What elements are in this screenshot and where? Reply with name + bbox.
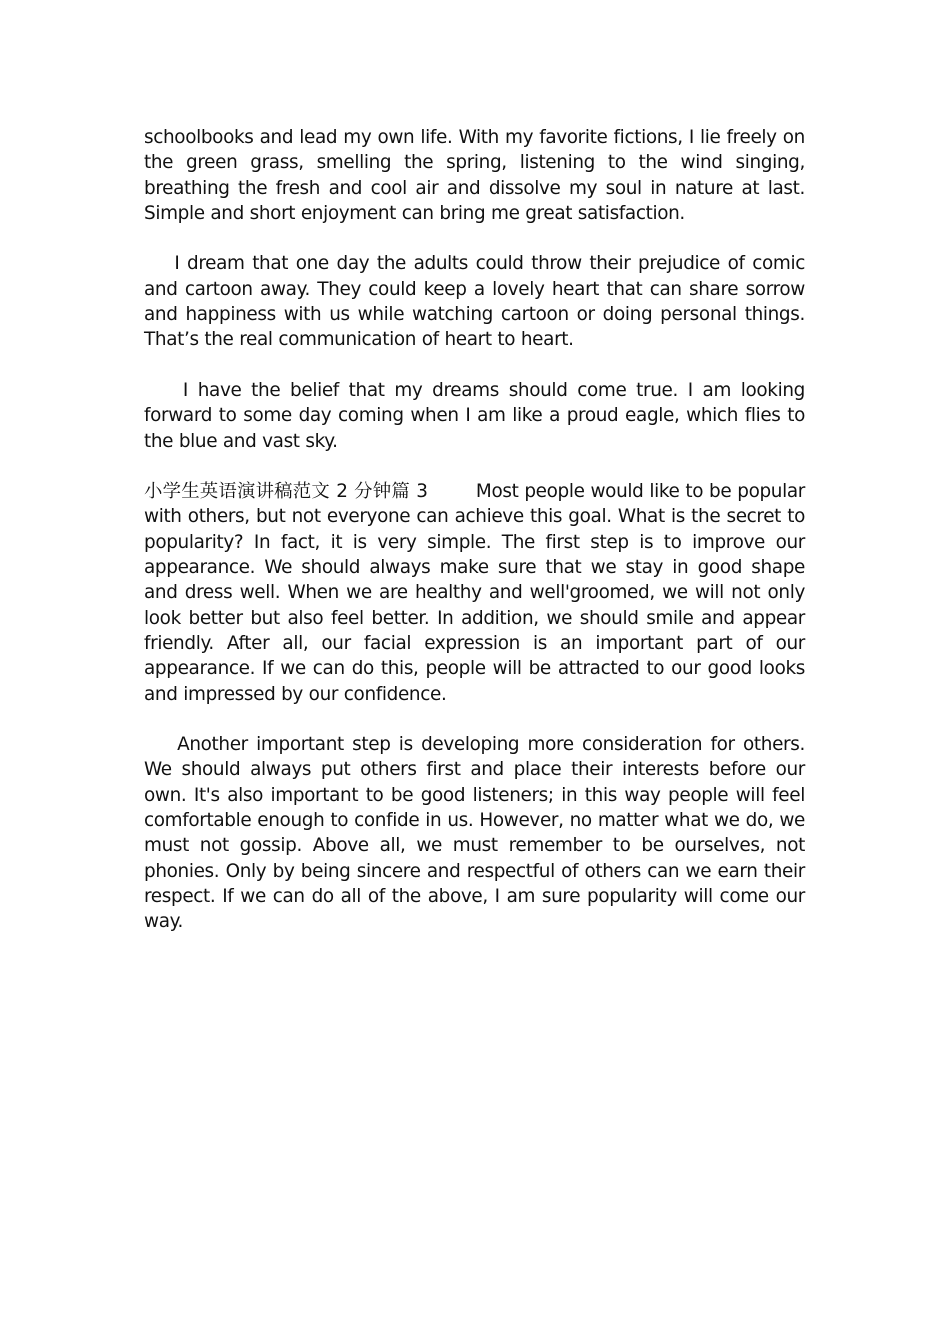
paragraph-adult-prejudice: I dream that one day the adults could throw their prejudice of comic and cartoon away. They could keep a lovely heart that can share sorrow and happiness with us while watching cartoon or doing personal things. That’s the real communication of heart to heart. [144,253,811,351]
paragraph-outdoor-reading: schoolbooks and lead my own life. With my favorite fictions, I lie freely on the green grass, smelling the spring, listening to the wind singing, breathing the fresh and cool air and dissolve my soul in nature at last. Simple and short enjoyment can bring me great satisfaction. [144,127,805,224]
paragraph-consideration: Another important step is developing more consideration for others. We should always put others first and place their interests before our own. It's also important to be good listeners; in this way people will feel comfortable enough to confide in us. However, no matter what we do, we must not gossip. Above all, we must remember to be ourselves, not phonies. Only by being sincere and respectful of others can we earn their respect. If we can do all of the above, I am sure popularity will come our way. [144,734,811,933]
paragraph-dream-belief: I have the belief that my dreams should come true. I am looking forward to some day coming when I am like a proud eagle, which flies to the blue and vast sky. [144,379,811,452]
paragraph-section-3-intro [144,479,805,707]
section-3-heading: 小学生英语演讲稿范文 2 分钟篇 3 [144,481,428,503]
document-body [144,125,811,960]
section-3-first-paragraph: Most people would like to be popular with others, but not everyone can achieve this goal. What is the secret to popularity? In fact, it is very simple. The first step is to improve our appearance. We should always make sure that we stay in good shape and dress well. When we are healthy and well'groomed, we will not only look better but also feel better. In addition, we should smile and appear friendly. After all, our facial expression is an important part of our appearance. If we can do this, people will be attracted to our good looks and impressed by our confidence. [144,481,805,705]
